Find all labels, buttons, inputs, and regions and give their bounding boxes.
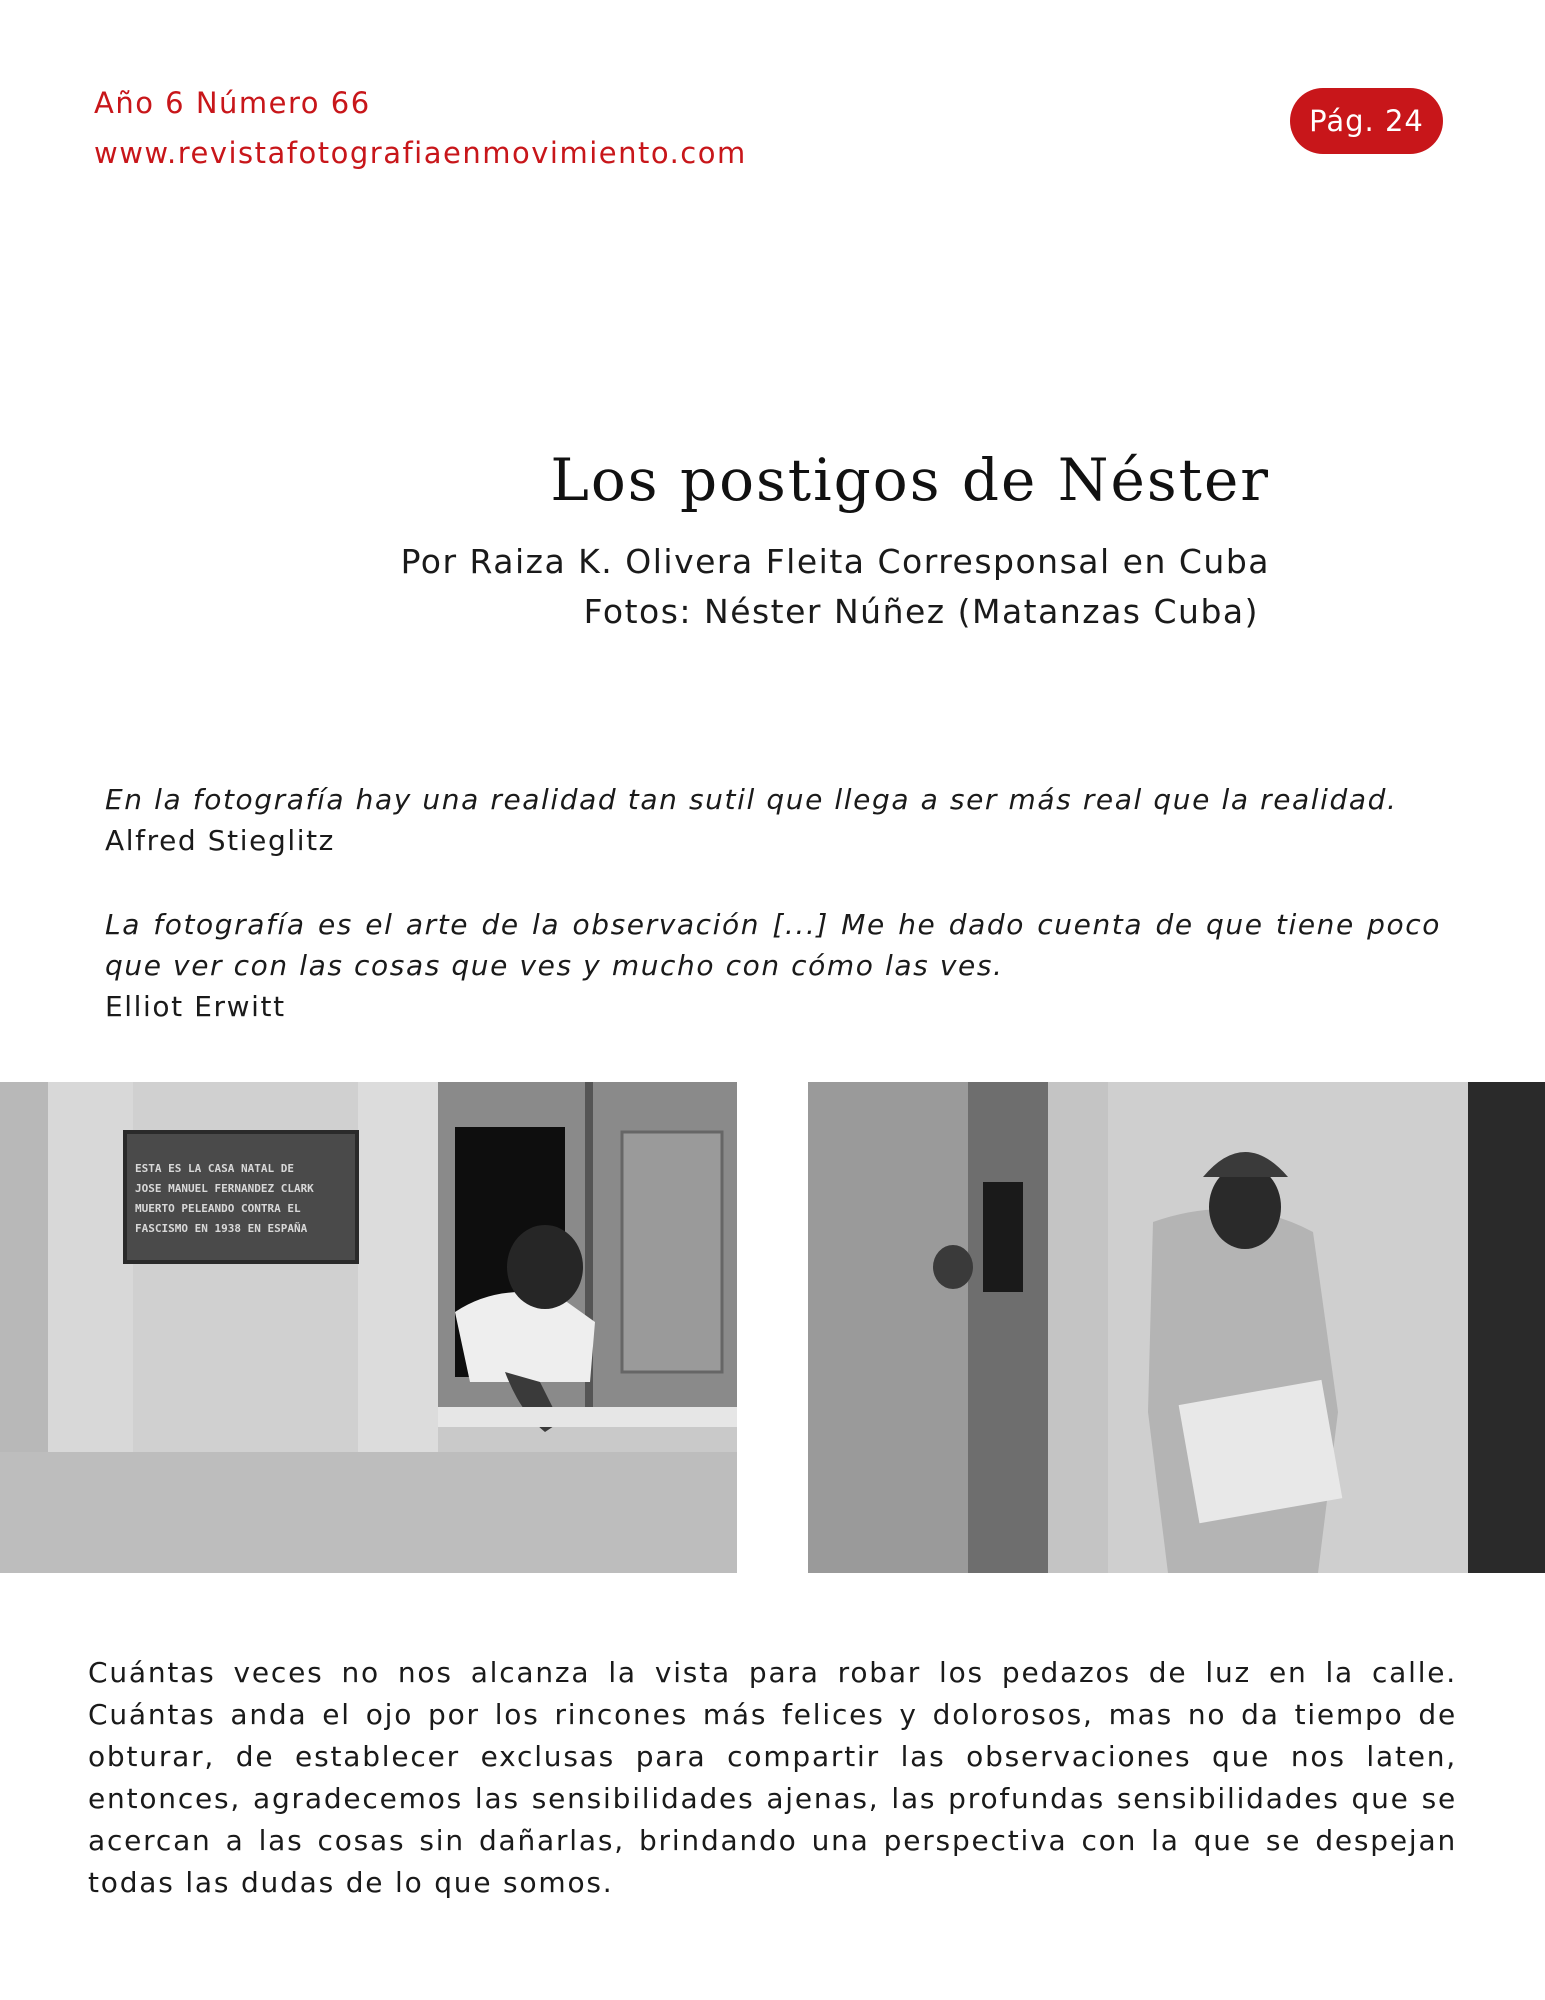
byline: Por Raiza K. Olivera Fleita Corresponsal en Cuba: [400, 542, 1270, 581]
photo-man-with-newspaper: [808, 1082, 1545, 1573]
page-badge: Pág. 24: [1290, 88, 1443, 154]
photo-credit: Fotos: Néster Núñez (Matanzas Cuba): [583, 592, 1259, 631]
issue-number: Año 6 Número 66: [94, 86, 371, 120]
plaque-line: MUERTO PELEANDO CONTRA EL: [135, 1202, 301, 1215]
quote-author: Alfred Stieglitz: [105, 824, 335, 857]
article-body: Cuántas veces no nos alcanza la vista para robar los pedazos de luz en la calle. Cuántas anda el ojo por los rincones más felices y dolorosos, mas no da tiempo de obturar, de establecer exclusas para compartir las observaciones que nos laten, entonces, agradecemos las sensibilidades ajenas, las profundas sensibilidades que se acercan a las cosas sin dañarlas, brindando una perspectiva con la que se despejan todas las dudas de lo que somos.: [88, 1656, 1457, 1899]
plaque-line: FASCISMO EN 1938 EN ESPAÑA: [135, 1222, 308, 1235]
quote-text: En la fotografía hay una realidad tan sutil que llega a ser más real que la realidad.: [105, 783, 1398, 816]
magazine-url[interactable]: www.revistafotografiaenmovimiento.com: [94, 136, 747, 170]
photo-girl-at-window: [0, 1082, 737, 1573]
quote: [105, 779, 1441, 861]
article-title: Los postigos de Néster: [550, 446, 1270, 514]
plaque-line: JOSE MANUEL FERNANDEZ CLARK: [135, 1182, 314, 1195]
quote-text: La fotografía es el arte de la observación [...] Me he dado cuenta de que tiene poco que ver con las cosas que ves y mucho con cómo las ves.: [105, 908, 1441, 982]
quote-author: Elliot Erwitt: [105, 990, 286, 1023]
quote: [105, 904, 1441, 1027]
plaque-line: ESTA ES LA CASA NATAL DE: [135, 1162, 294, 1175]
